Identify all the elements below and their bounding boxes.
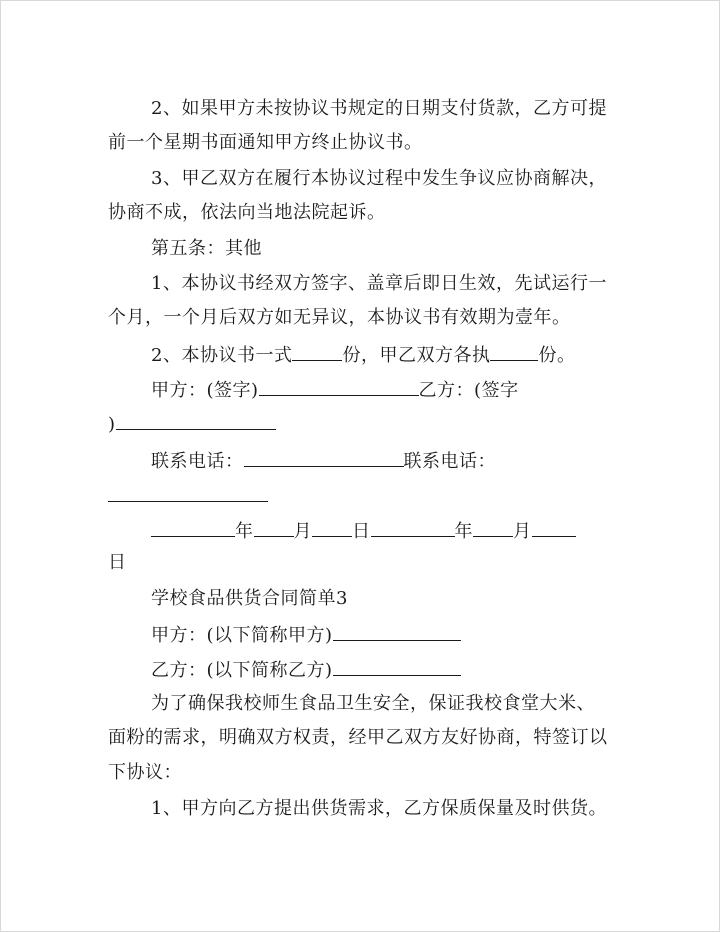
date-year-a-blank bbox=[151, 518, 235, 537]
date-year-b-blank bbox=[371, 518, 455, 537]
party-b-sign-close: ) bbox=[108, 414, 116, 435]
section4-clause2-line1: 2、如果甲方未按协议书规定的日期支付货款，乙方可提 bbox=[151, 98, 607, 119]
date-month-a-blank bbox=[254, 518, 294, 537]
contract3-party-a: 甲方：(以下简称甲方) bbox=[151, 625, 333, 646]
copies-line bbox=[151, 342, 575, 368]
signature-line bbox=[151, 377, 519, 403]
contract3-party-a-line bbox=[151, 622, 461, 648]
copies-each-blank bbox=[490, 342, 538, 361]
party-a-sign-label: 甲方：(签字) bbox=[151, 380, 259, 401]
date-month-b-blank bbox=[473, 518, 513, 537]
contract3-intro-line3: 下协议： bbox=[108, 762, 182, 783]
date-month-b: 月 bbox=[513, 521, 532, 542]
section5-heading: 第五条：其他 bbox=[151, 238, 262, 259]
phone-label-a: 联系电话： bbox=[151, 451, 244, 472]
copies-label-b: 份，甲乙双方各执 bbox=[342, 345, 491, 366]
contract3-party-b: 乙方：(以下简称乙方) bbox=[151, 660, 333, 681]
contract3-party-b-line bbox=[151, 657, 461, 683]
date-year-a: 年 bbox=[235, 521, 254, 542]
phone-a-blank bbox=[244, 448, 404, 467]
date-day-a-blank bbox=[312, 518, 352, 537]
section5-clause1-line2: 个月，一个月后双方如无异议，本协议书有效期为壹年。 bbox=[108, 307, 571, 328]
date-day-b-blank bbox=[532, 518, 576, 537]
phone-line-continued bbox=[108, 483, 268, 509]
phone-label-b: 联系电话： bbox=[403, 451, 496, 472]
party-a-sign-blank bbox=[259, 377, 419, 396]
contract3-title: 学校食品供货合同简单3 bbox=[151, 588, 348, 609]
date-day-b: 日 bbox=[108, 552, 127, 573]
contract3-clause1: 1、甲方向乙方提出供货需求，乙方保质保量及时供货。 bbox=[151, 798, 607, 819]
date-year-b: 年 bbox=[454, 521, 473, 542]
phone-line bbox=[151, 448, 496, 474]
date-line bbox=[151, 518, 576, 544]
phone-b-blank bbox=[108, 483, 268, 502]
contract3-intro-line1: 为了确保我校师生食品卫生安全，保证我校食堂大米、 bbox=[151, 693, 595, 714]
party-b-sign-label: 乙方：(签字 bbox=[418, 380, 519, 401]
contract3-party-b-blank bbox=[333, 657, 461, 676]
date-month-a: 月 bbox=[293, 521, 312, 542]
section4-clause3-line2: 协商不成，依法向当地法院起诉。 bbox=[108, 202, 386, 223]
copies-label-c: 份。 bbox=[538, 345, 576, 366]
section5-clause1-line1: 1、本协议书经双方签字、盖章后即日生效，先试运行一 bbox=[151, 273, 607, 294]
signature-line-continued bbox=[108, 411, 276, 437]
contract3-party-a-blank bbox=[333, 622, 461, 641]
section4-clause2-line2: 前一个星期书面通知甲方终止协议书。 bbox=[108, 132, 423, 153]
section4-clause3-line1: 3、甲乙双方在履行本协议过程中发生争议应协商解决， bbox=[151, 168, 607, 189]
copies-total-blank bbox=[292, 342, 342, 361]
date-day-a: 日 bbox=[352, 521, 371, 542]
copies-label-a: 2、本协议书一式 bbox=[151, 345, 293, 366]
contract3-intro-line2: 面粉的需求，明确双方权责，经甲乙双方友好协商，特签订以 bbox=[108, 727, 608, 748]
party-b-sign-blank bbox=[116, 411, 276, 430]
